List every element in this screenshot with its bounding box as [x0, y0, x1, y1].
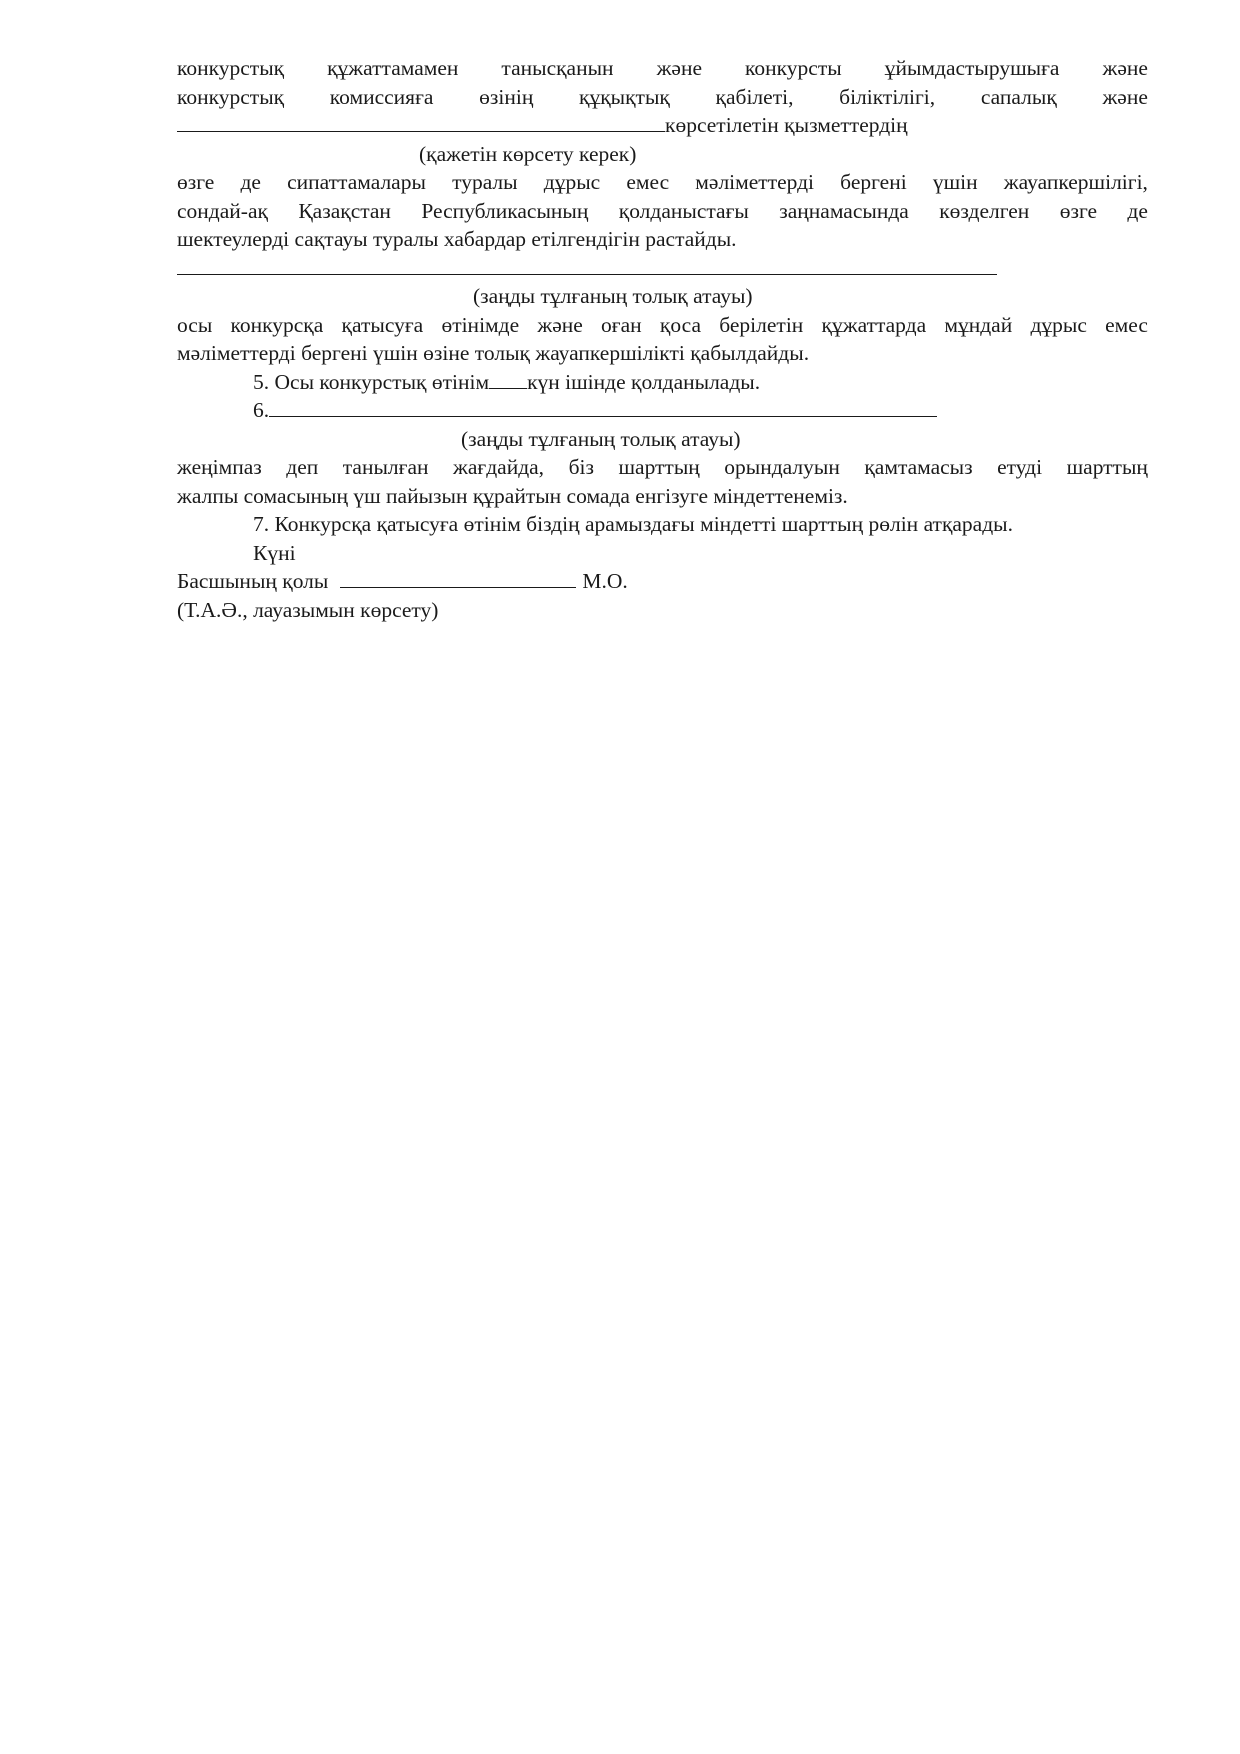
word: және	[537, 312, 583, 337]
word: сипаттамалары	[287, 170, 426, 194]
word: танылған	[342, 455, 429, 479]
blank-line	[269, 396, 937, 417]
word: мәліметтерді	[695, 170, 815, 194]
line-3	[177, 111, 1148, 140]
word: конкурстық	[177, 84, 285, 109]
date-label: Күні	[253, 540, 296, 565]
word: жеңімпаз	[177, 455, 262, 479]
word: және	[656, 56, 703, 80]
word: туралы	[452, 170, 518, 194]
item-7: 7. Конкурсқа қатысуға өтінім біздің арамыздағы міндетті шарттың рөлін атқарады.	[253, 512, 1013, 536]
line-5	[177, 197, 1148, 226]
document-body	[177, 54, 1148, 624]
word: қолданыстағы	[618, 198, 749, 223]
blank-line	[489, 368, 527, 389]
signature-label: Басшының қолы	[177, 569, 329, 593]
word: осы	[177, 312, 213, 337]
word: де	[240, 170, 261, 194]
line-9	[177, 453, 1148, 482]
word: мұндай	[944, 312, 1013, 337]
item-6	[177, 396, 1148, 425]
line-blank-1	[177, 254, 1148, 283]
word: шарттың	[618, 455, 700, 479]
word: өтінімде	[441, 312, 520, 337]
item-5-start: 5. Осы конкурстық өтінім	[253, 369, 490, 394]
word: қатысуға	[341, 312, 424, 337]
word: деп	[286, 455, 319, 479]
stamp-label: М.О.	[582, 569, 628, 593]
word: көзделген	[939, 198, 1030, 223]
word: оған	[601, 312, 642, 337]
word: етуді	[997, 455, 1043, 479]
word: үшін	[932, 170, 978, 194]
word: заңнамасында	[779, 198, 909, 223]
word: біз	[568, 455, 594, 479]
word: Республикасының	[421, 198, 589, 223]
line-10: жалпы сомасының үш пайызын құрайтын сомада енгізуге міндеттенеміз.	[177, 483, 848, 508]
line-6: шектеулерді сақтауы туралы хабардар етілгендігін растайды.	[177, 227, 737, 251]
word: жауапкершілігі,	[1003, 170, 1148, 194]
line-1	[177, 54, 1148, 83]
word: емес	[1105, 312, 1148, 337]
word: танысқанын	[501, 56, 614, 80]
word: сондай-ақ	[177, 198, 268, 223]
word: құжаттарда	[821, 312, 927, 337]
item-5-end: күн ішінде қолданылады.	[527, 369, 761, 394]
signature-note: (Т.А.Ә., лауазымын көрсету)	[177, 597, 439, 622]
word: комиссияға	[329, 84, 434, 109]
note-legal-name-2: (заңды тұлғаның толық атауы)	[461, 426, 741, 451]
word: қамтамасыз	[864, 455, 973, 479]
word: дұрыс	[1030, 312, 1087, 337]
line-3-text: көрсетілетін қызметтердің	[665, 113, 908, 137]
blank-line	[177, 111, 665, 132]
word: конкурстық	[177, 56, 285, 80]
word: Қазақстан	[298, 198, 391, 223]
word: құжаттамамен	[327, 56, 459, 80]
item-6-label: 6.	[253, 398, 270, 422]
word: біліктілігі,	[839, 84, 936, 109]
line-4	[177, 168, 1148, 197]
word: қабілеті,	[715, 84, 794, 109]
word: құқықтық	[579, 84, 670, 109]
word: өзінің	[479, 84, 534, 109]
word: де	[1127, 198, 1148, 223]
note-legal-name-1: (заңды тұлғаның толық атауы)	[473, 284, 753, 308]
signature-blank	[340, 567, 576, 588]
blank-line	[177, 254, 997, 275]
word: өзге	[177, 170, 215, 194]
note-specify: (қажетін көрсету керек)	[419, 141, 637, 166]
word: жағдайда,	[453, 455, 545, 479]
signature-line	[177, 567, 1148, 596]
word: қоса	[659, 312, 701, 337]
word: өзге	[1059, 198, 1098, 223]
line-2	[177, 83, 1148, 112]
word: конкурсқа	[230, 312, 324, 337]
word: және	[1102, 84, 1148, 109]
line-8: мәліметтерді бергені үшін өзіне толық жауапкершілікті қабылдайды.	[177, 341, 810, 365]
word: және	[1102, 56, 1148, 80]
line-7	[177, 311, 1148, 340]
item-5	[177, 368, 1148, 397]
word: бергені	[840, 170, 907, 194]
word: конкурсты	[745, 56, 842, 80]
word: ұйымдастырушыға	[884, 56, 1060, 80]
word: дұрыс	[543, 170, 601, 194]
word: сапалық	[980, 84, 1057, 109]
word: берілетін	[719, 312, 804, 337]
word: емес	[626, 170, 670, 194]
word: орындалуын	[724, 455, 840, 479]
word: шарттың	[1066, 455, 1148, 479]
